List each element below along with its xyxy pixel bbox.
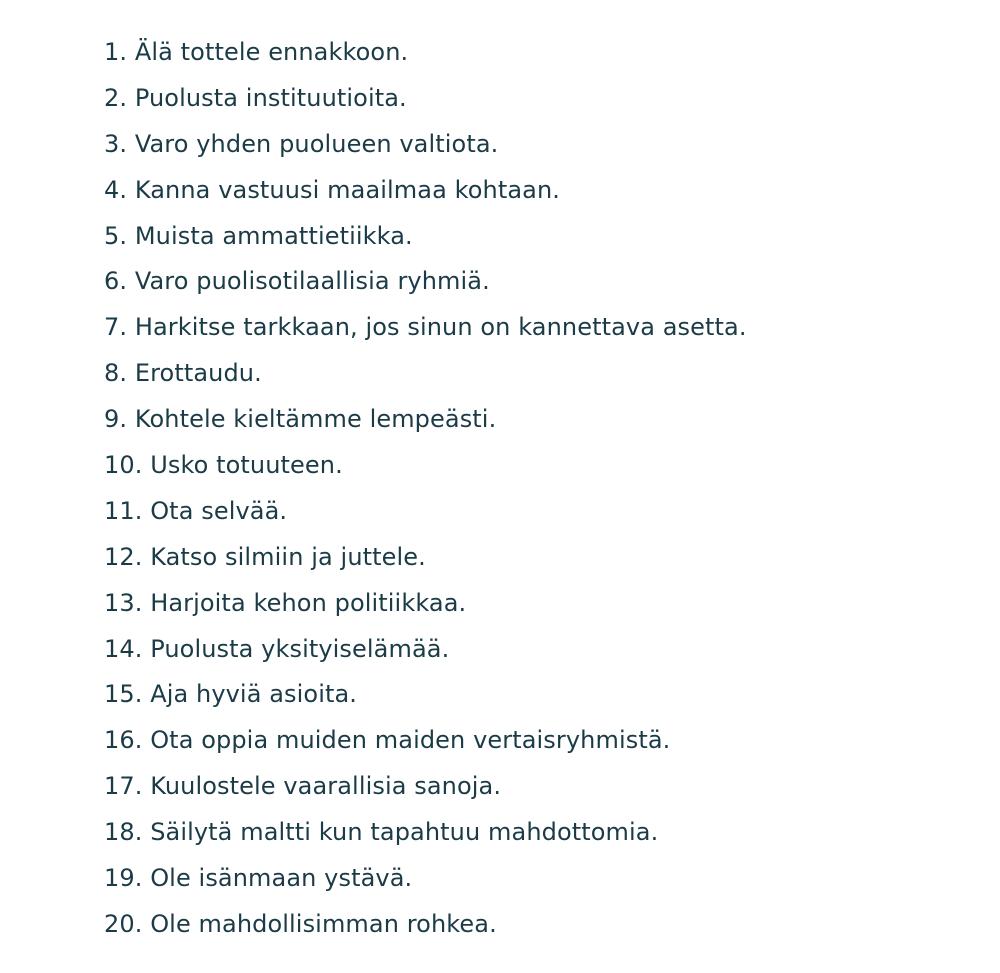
list-item-12: 12. Katso silmiin ja juttele. (104, 542, 426, 571)
list-item-3: 3. Varo yhden puolueen valtiota. (104, 129, 499, 158)
list-item-11: 11. Ota selvää. (104, 496, 288, 525)
list-item-10: 10. Usko totuuteen. (104, 451, 343, 480)
list-item-7: 7. Harkitse tarkkaan, jos sinun on kannettava asetta. (104, 313, 747, 342)
list-item-6: 6. Varo puolisotilaallisia ryhmiä. (104, 267, 490, 296)
list-item-13: 13. Harjoita kehon politiikkaa. (104, 588, 467, 617)
list-item-18: 18. Säilytä maltti kun tapahtuu mahdottomia. (104, 818, 659, 847)
list-item-9: 9. Kohtele kieltämme lempeästi. (104, 405, 497, 434)
list-item-2: 2. Puolusta instituutioita. (104, 83, 407, 112)
list-item-19: 19. Ole isänmaan ystävä. (104, 864, 413, 893)
list-item-14: 14. Puolusta yksityiselämää. (104, 634, 450, 663)
list-item-8: 8. Erottaudu. (104, 359, 262, 388)
list-item-1: 1. Älä tottele ennakkoon. (104, 38, 409, 66)
list-item-4: 4. Kanna vastuusi maailmaa kohtaan. (104, 175, 561, 204)
list-item-17: 17. Kuulostele vaarallisia sanoja. (104, 772, 502, 801)
list-item-15: 15. Aja hyviä asioita. (104, 680, 358, 709)
list-item-5: 5. Muista ammattietiikka. (104, 221, 413, 250)
list-item-16: 16. Ota oppia muiden maiden vertaisryhmistä. (104, 726, 671, 755)
list-item-20: 20. Ole mahdollisimman rohkea. (104, 909, 497, 938)
numbered-list (104, 30, 747, 948)
